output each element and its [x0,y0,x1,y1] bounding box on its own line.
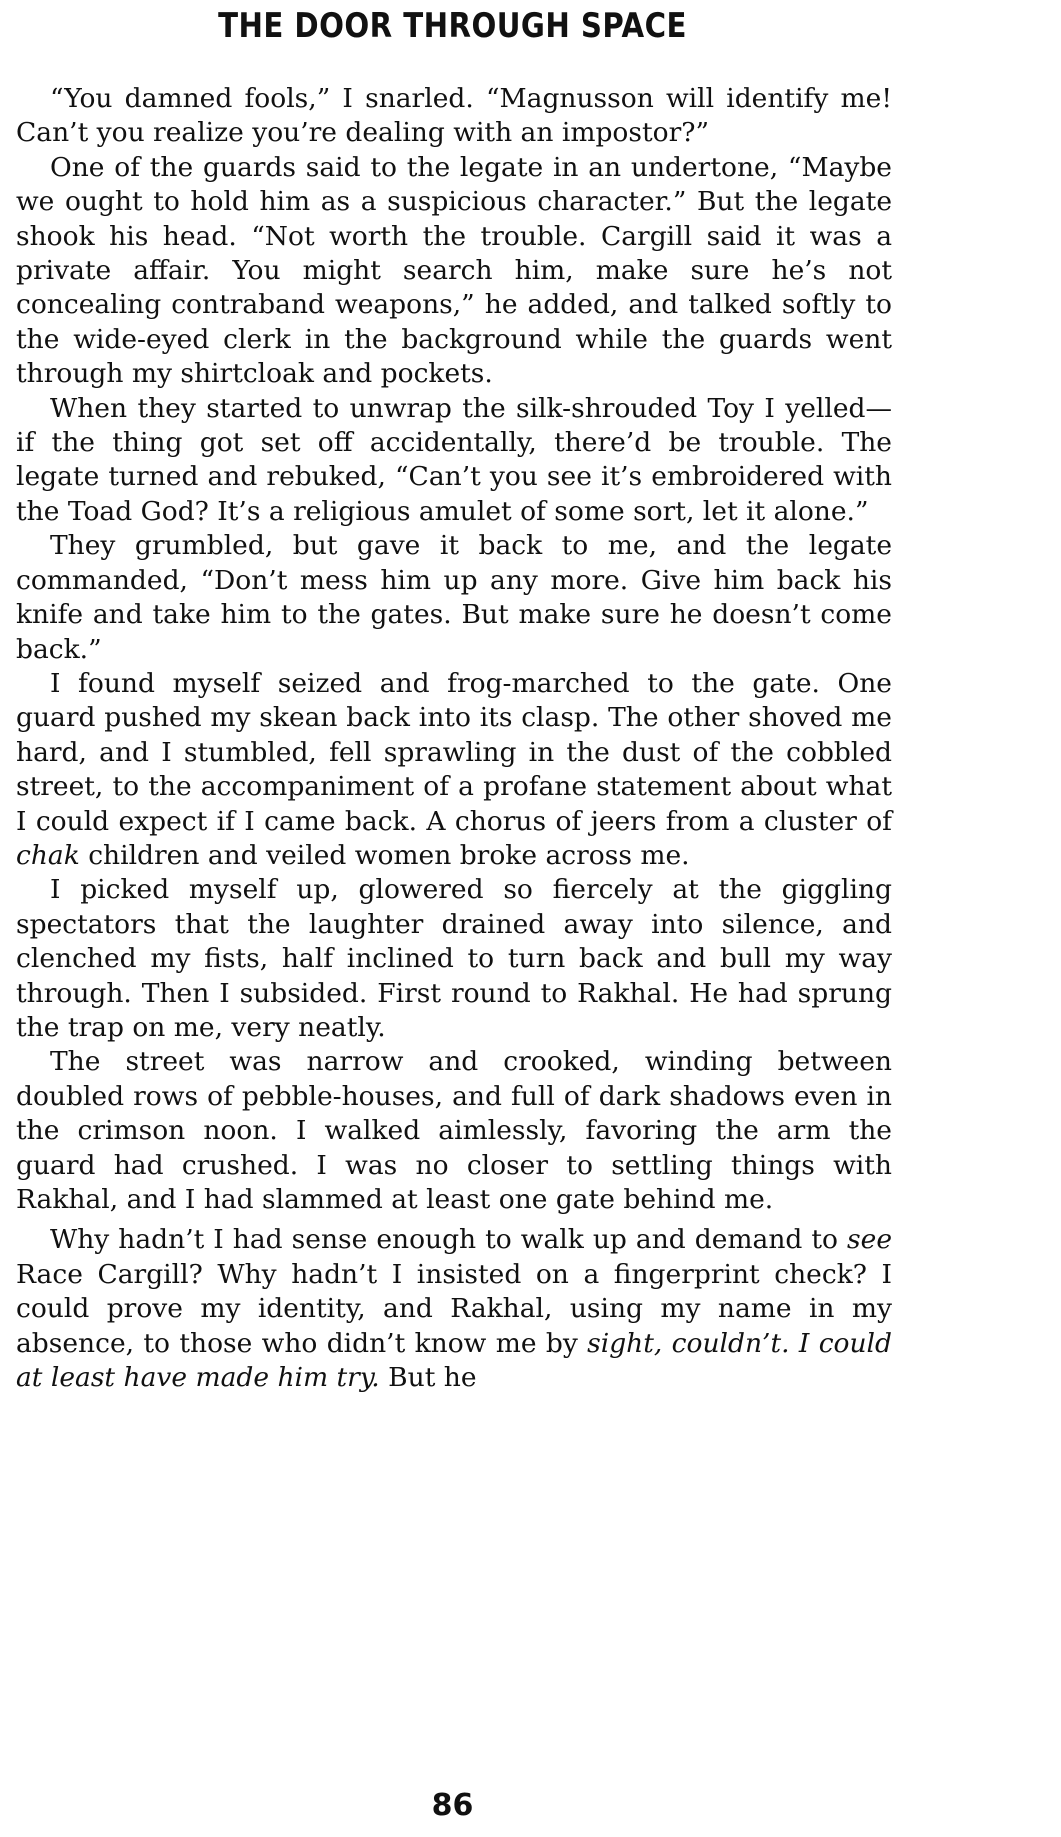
running-head: THE DOOR THROUGH SPACE [218,6,687,46]
paragraph-4: They grumbled, but gave it back to me, and the legate commanded, “Don’t mess him up any more. Give him back his knife and take him to the gates. But make sure he doesn’t come back.” [16,530,892,665]
paragraph-8-italic-sight: sight, couldn’t. I could at least have made him try. [16,1327,892,1394]
paragraph-8-italic-see: see [847,1224,892,1256]
paragraph-5-italic: chak [16,839,80,871]
paragraph-5-text-b: children and veiled women broke across me. [79,839,690,871]
paragraph-8 [16,1223,892,1395]
paragraph-5 [16,667,892,873]
paragraph-1: “You damned fools,” I snarled. “Magnusson will identify me! Can’t you realize you’re dealing with an impostor?” [16,83,892,149]
paragraph-8-text-c: But he [379,1362,477,1394]
body-text [16,82,892,1395]
paragraph-8-text-b: Race Cargill? Why hadn’t I insisted on a fingerprint check? I could prove my identity, and Rakhal, using my name in my absence, to those who didn’t know me by [16,1258,892,1359]
paragraph-8-text-a: Why hadn’t I had sense enough to walk up and demand to [50,1224,848,1256]
paragraph-5-text-a: I found myself seized and frog-marched to the gate. One guard pushed my skean back into its clasp. The other shoved me hard, and I stumbled, fell sprawling in the dust of the cobbled street, to the accompaniment of a profane statement about what I could expect if I came back. A chorus of jeers from a cluster of [16,667,892,837]
paragraph-3: When they started to unwrap the silk-shrouded Toy I yelled—if the thing got set off accidentally, there’d be trouble. The legate turned and rebuked, “Can’t you see it’s embroidered with the Toad God? It’s a religious amulet of some sort, let it alone.” [16,392,892,527]
paragraph-7: The street was narrow and crooked, winding between doubled rows of pebble-houses, and full of dark shadows even in the crimson noon. I walked aimlessly, favoring the arm the guard had crushed. I was no closer to settling things with Rakhal, and I had slammed at least one gate behind me. [16,1046,892,1215]
paragraph-6: I picked myself up, glowered so fiercely at the giggling spectators that the laughter drained away into silence, and clenched my fists, half inclined to turn back and bull my way through. Then I subsided. First round to Rakhal. He had sprung the trap on me, very neatly. [16,874,892,1043]
paragraph-2: One of the guards said to the legate in an undertone, “Maybe we ought to hold him as a suspicious character.” But the legate shook his head. “Not worth the trouble. Cargill said it was a private affair. You might search him, make sure he’s not concealing contraband weapons,” he added, and talked softly to the wide-eyed clerk in the background while the guards went through my shirtcloak and pockets. [16,151,892,390]
page-number: 86 [431,1788,474,1823]
